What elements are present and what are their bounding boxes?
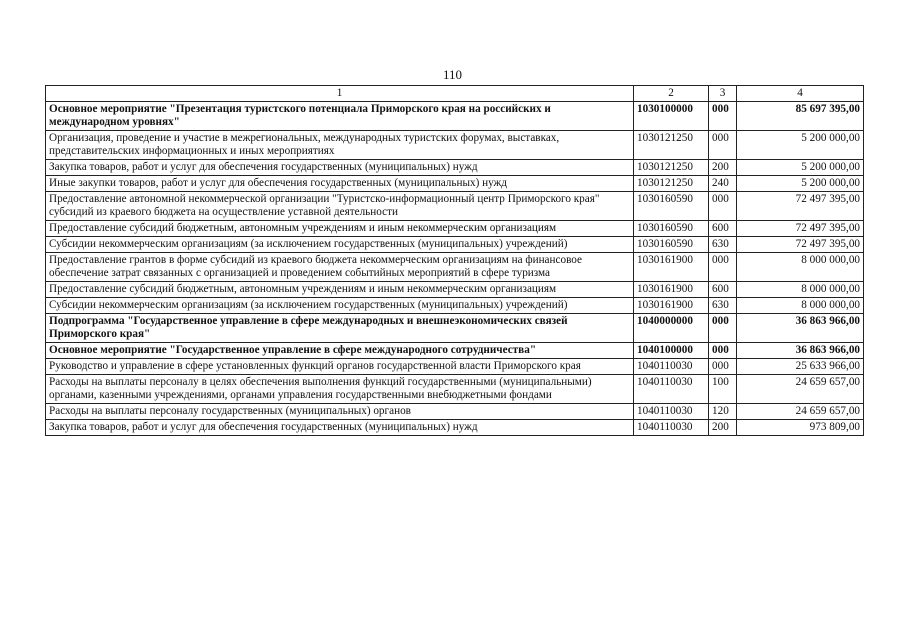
table-row — [46, 160, 864, 176]
row-amount: 5 200 000,00 — [737, 160, 864, 176]
row-amount: 8 000 000,00 — [737, 253, 864, 282]
row-code: 1030121250 — [634, 160, 709, 176]
row-amount: 973 809,00 — [737, 420, 864, 436]
row-vr: 000 — [709, 253, 737, 282]
row-vr: 200 — [709, 160, 737, 176]
table-row — [46, 375, 864, 404]
table-body — [46, 102, 864, 436]
row-vr: 000 — [709, 192, 737, 221]
row-amount: 72 497 395,00 — [737, 237, 864, 253]
row-code: 1040110030 — [634, 375, 709, 404]
row-name: Иные закупки товаров, работ и услуг для обеспечения государственных (муниципальных) нужд — [46, 176, 634, 192]
row-code: 1030160590 — [634, 237, 709, 253]
row-name: Предоставление субсидий бюджетным, автономным учреждениям и иным некоммерческим организациям — [46, 221, 634, 237]
header-amount: 4 — [737, 86, 864, 102]
row-amount: 24 659 657,00 — [737, 404, 864, 420]
table-row — [46, 176, 864, 192]
row-vr: 600 — [709, 221, 737, 237]
row-amount: 5 200 000,00 — [737, 131, 864, 160]
row-name: Субсидии некоммерческим организациям (за исключением государственных (муниципальных) учреждений) — [46, 237, 634, 253]
row-name: Руководство и управление в сфере установленных функций органов государственной власти Приморского края — [46, 359, 634, 375]
table-row — [46, 237, 864, 253]
row-name: Предоставление грантов в форме субсидий из краевого бюджета некоммерческим организациям на финансовое обеспечение затрат связанных с организацией и проведением событийных мероприятий в сфере туризма — [46, 253, 634, 282]
row-vr: 000 — [709, 102, 737, 131]
row-name: Подпрограмма "Государственное управление в сфере международных и внешнеэкономических связей Приморского края" — [46, 314, 634, 343]
row-amount: 72 497 395,00 — [737, 192, 864, 221]
row-code: 1030160590 — [634, 192, 709, 221]
row-amount: 72 497 395,00 — [737, 221, 864, 237]
table-row — [46, 102, 864, 131]
row-name: Расходы на выплаты персоналу государственных (муниципальных) органов — [46, 404, 634, 420]
budget-table — [45, 85, 864, 436]
row-code: 1030100000 — [634, 102, 709, 131]
row-name: Закупка товаров, работ и услуг для обеспечения государственных (муниципальных) нужд — [46, 420, 634, 436]
table-header — [46, 86, 864, 102]
table-row — [46, 221, 864, 237]
row-amount: 5 200 000,00 — [737, 176, 864, 192]
row-amount: 36 863 966,00 — [737, 314, 864, 343]
header-vr: 3 — [709, 86, 737, 102]
row-name: Расходы на выплаты персоналу в целях обеспечения выполнения функций государственными (муниципальными) органами, казенными учреждениями, органами управления государственными внебюджетными фондами — [46, 375, 634, 404]
row-vr: 000 — [709, 131, 737, 160]
table-row — [46, 192, 864, 221]
row-code: 1030161900 — [634, 253, 709, 282]
row-code: 1030160590 — [634, 221, 709, 237]
table-row — [46, 343, 864, 359]
row-vr: 000 — [709, 359, 737, 375]
row-name: Основное мероприятие "Государственное управление в сфере международного сотрудничества" — [46, 343, 634, 359]
header-name: 1 — [46, 86, 634, 102]
row-vr: 120 — [709, 404, 737, 420]
row-code: 1040000000 — [634, 314, 709, 343]
row-name: Предоставление субсидий бюджетным, автономным учреждениям и иным некоммерческим организациям — [46, 282, 634, 298]
row-amount: 24 659 657,00 — [737, 375, 864, 404]
row-code: 1030161900 — [634, 282, 709, 298]
row-amount: 25 633 966,00 — [737, 359, 864, 375]
row-amount: 85 697 395,00 — [737, 102, 864, 131]
row-code: 1040100000 — [634, 343, 709, 359]
row-vr: 100 — [709, 375, 737, 404]
row-name: Закупка товаров, работ и услуг для обеспечения государственных (муниципальных) нужд — [46, 160, 634, 176]
row-vr: 600 — [709, 282, 737, 298]
row-code: 1030121250 — [634, 176, 709, 192]
row-code: 1040110030 — [634, 359, 709, 375]
row-code: 1030121250 — [634, 131, 709, 160]
row-vr: 630 — [709, 298, 737, 314]
page-number: 110 — [442, 67, 463, 82]
row-name: Организация, проведение и участие в межрегиональных, международных туристских форумах, выставках, представительских информационных и иных мероприятиях — [46, 131, 634, 160]
row-vr: 630 — [709, 237, 737, 253]
row-code: 1030161900 — [634, 298, 709, 314]
table-row — [46, 253, 864, 282]
row-code: 1040110030 — [634, 404, 709, 420]
row-name: Субсидии некоммерческим организациям (за исключением государственных (муниципальных) учреждений) — [46, 298, 634, 314]
row-vr: 000 — [709, 314, 737, 343]
row-name: Предоставление автономной некоммерческой организации "Туристско-информационный центр Приморского края" субсидий из краевого бюджета на осуществление уставной деятельности — [46, 192, 634, 221]
table-row — [46, 298, 864, 314]
header-code: 2 — [634, 86, 709, 102]
row-name: Основное мероприятие "Презентация туристского потенциала Приморского края на российских и международном уровнях" — [46, 102, 634, 131]
row-amount: 8 000 000,00 — [737, 298, 864, 314]
row-vr: 000 — [709, 343, 737, 359]
row-vr: 200 — [709, 420, 737, 436]
table-row — [46, 420, 864, 436]
row-amount: 36 863 966,00 — [737, 343, 864, 359]
header-row — [46, 86, 864, 102]
table-row — [46, 282, 864, 298]
table-row — [46, 314, 864, 343]
table-row — [46, 359, 864, 375]
row-code: 1040110030 — [634, 420, 709, 436]
table-row — [46, 404, 864, 420]
table-row — [46, 131, 864, 160]
row-amount: 8 000 000,00 — [737, 282, 864, 298]
row-vr: 240 — [709, 176, 737, 192]
